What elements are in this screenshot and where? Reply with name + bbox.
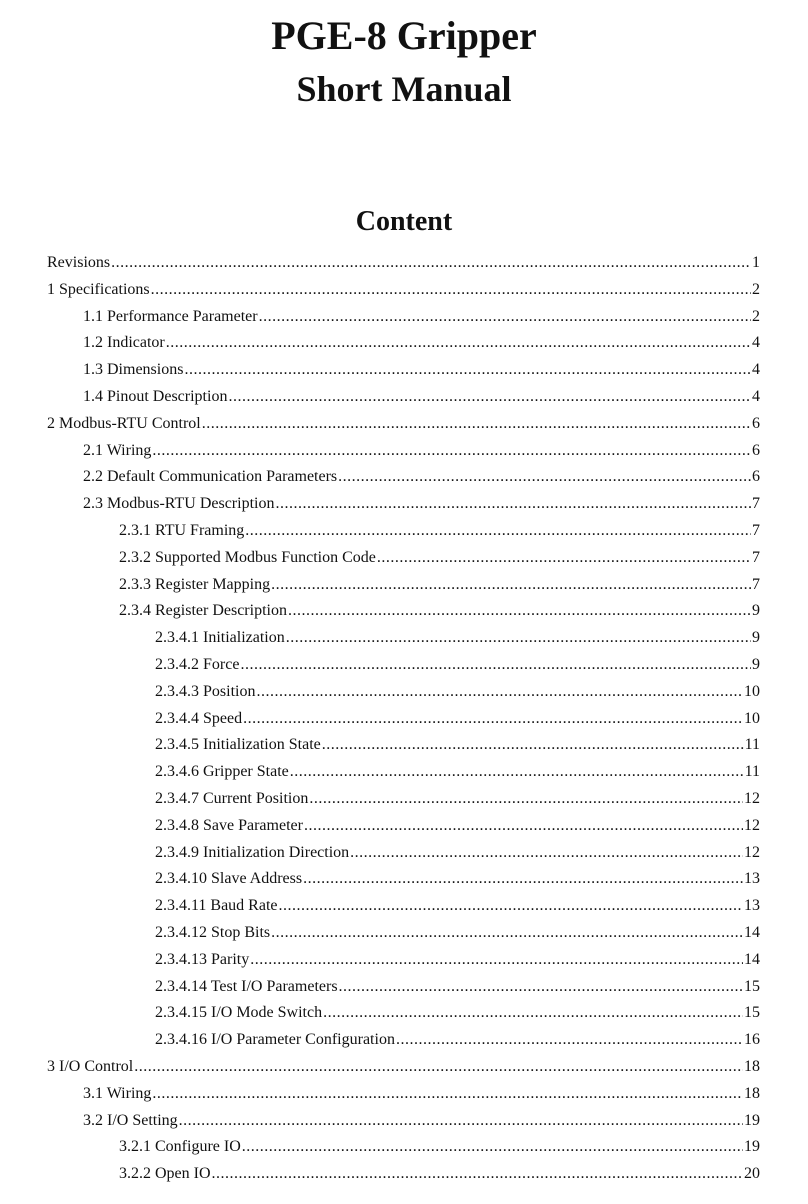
toc-entry-label: 2.3.4.16 I/O Parameter Configuration (155, 1031, 395, 1049)
toc-entry-page-number: 12 (744, 816, 760, 834)
toc-entry[interactable] (47, 277, 760, 304)
toc-entry-label: 2.2 Default Communication Parameters (83, 468, 338, 486)
toc-entry-label: 2.3.4.2 Force (155, 655, 240, 673)
toc-entry[interactable] (47, 1081, 760, 1108)
toc-entry[interactable] (47, 1161, 760, 1188)
toc-entry[interactable] (47, 893, 760, 920)
toc-entry-page-number: 9 (752, 602, 760, 620)
toc-dot-leader (338, 464, 751, 491)
toc-entry-label: 3.2 I/O Setting (83, 1111, 178, 1129)
toc-entry[interactable] (47, 974, 760, 1001)
toc-entry-label: 2.3.4.7 Current Position (155, 789, 309, 807)
toc-entry[interactable] (47, 947, 760, 974)
toc-entry[interactable] (47, 813, 760, 840)
document-title: PGE-8 Gripper (271, 13, 537, 58)
toc-entry-label: 2.3.4.14 Test I/O Parameters (155, 977, 338, 995)
toc-entry-page-number: 4 (752, 334, 760, 352)
toc-entry[interactable] (47, 545, 760, 572)
toc-entry[interactable] (47, 250, 760, 277)
toc-entry[interactable] (47, 840, 760, 867)
toc-entry-page-number: 4 (752, 387, 760, 405)
toc-dot-leader (202, 411, 751, 438)
toc-entry-label: 2.3.1 RTU Framing (119, 521, 245, 539)
toc-entry-page-number: 19 (744, 1111, 760, 1129)
toc-dot-leader (290, 759, 744, 786)
toc-entry-label: 2.3.4.1 Initialization (155, 629, 285, 647)
toc-entry-page-number: 12 (744, 843, 760, 861)
toc-entry-page-number: 10 (744, 709, 760, 727)
toc-entry-label: 1.2 Indicator (83, 334, 165, 352)
toc-dot-leader (259, 304, 751, 331)
toc-entry-label: 2.3.4.12 Stop Bits (155, 923, 271, 941)
toc-entry-page-number: 6 (752, 414, 760, 432)
toc-dot-leader (152, 438, 751, 465)
toc-entry[interactable] (47, 518, 760, 545)
toc-dot-leader (303, 866, 743, 893)
toc-dot-leader (179, 1108, 743, 1135)
toc-entry[interactable] (47, 732, 760, 759)
toc-entry-page-number: 15 (744, 1004, 760, 1022)
toc-entry[interactable] (47, 866, 760, 893)
toc-entry[interactable] (47, 706, 760, 733)
toc-entry-page-number: 10 (744, 682, 760, 700)
toc-dot-leader (271, 920, 743, 947)
toc-dot-leader (288, 598, 751, 625)
toc-entry-page-number: 11 (744, 763, 760, 781)
toc-dot-leader (256, 679, 743, 706)
toc-dot-leader (323, 1000, 743, 1027)
toc-entry[interactable] (47, 1134, 760, 1161)
toc-entry-label: 2.3.4 Register Description (119, 602, 287, 620)
toc-entry-page-number: 18 (744, 1057, 760, 1075)
toc-entry[interactable] (47, 330, 760, 357)
toc-entry-label: 2.3 Modbus-RTU Description (83, 495, 275, 513)
toc-entry[interactable] (47, 786, 760, 813)
toc-entry[interactable] (47, 1108, 760, 1135)
toc-dot-leader (304, 813, 743, 840)
toc-entry[interactable] (47, 679, 760, 706)
toc-dot-leader (322, 732, 744, 759)
toc-entry-page-number: 6 (752, 441, 760, 459)
toc-entry[interactable] (47, 572, 760, 599)
toc-entry-label: 2.3.3 Register Mapping (119, 575, 271, 593)
toc-entry-label: 1.1 Performance Parameter (83, 307, 258, 325)
toc-entry-page-number: 13 (744, 870, 760, 888)
toc-dot-leader (396, 1027, 743, 1054)
toc-entry-label: 2.1 Wiring (83, 441, 152, 459)
toc-entry-label: 2.3.4.13 Parity (155, 950, 250, 968)
toc-entry-label: Revisions (47, 254, 111, 271)
toc-entry-page-number: 7 (752, 575, 760, 593)
toc-dot-leader (228, 384, 751, 411)
toc-dot-leader (151, 277, 751, 304)
contents-heading: Content (355, 206, 453, 237)
toc-entry[interactable] (47, 384, 760, 411)
toc-entry-label: 3.2.2 Open IO (119, 1165, 211, 1183)
toc-entry-label: 2.3.4.15 I/O Mode Switch (155, 1004, 323, 1022)
toc-dot-leader (250, 947, 743, 974)
table-of-contents (47, 250, 760, 1188)
toc-dot-leader (286, 625, 751, 652)
toc-dot-leader (279, 893, 744, 920)
toc-entry-page-number: 2 (752, 307, 760, 325)
toc-entry[interactable] (47, 438, 760, 465)
toc-entry-page-number: 9 (752, 655, 760, 673)
toc-entry[interactable] (47, 1000, 760, 1027)
toc-dot-leader (166, 330, 751, 357)
toc-entry-label: 2 Modbus-RTU Control (47, 414, 201, 432)
toc-entry-label: 1.4 Pinout Description (83, 387, 228, 405)
toc-dot-leader (212, 1161, 743, 1188)
toc-dot-leader (242, 1134, 743, 1161)
toc-entry-page-number: 20 (744, 1165, 760, 1183)
toc-entry-label: 2.3.4.11 Baud Rate (155, 897, 278, 915)
toc-dot-leader (243, 706, 743, 733)
toc-entry-page-number: 6 (752, 468, 760, 486)
toc-entry-label: 1 Specifications (47, 280, 150, 298)
toc-entry-page-number: 7 (752, 548, 760, 566)
toc-entry-page-number: 7 (752, 521, 760, 539)
toc-entry[interactable] (47, 464, 760, 491)
toc-entry-label: 3.1 Wiring (83, 1084, 152, 1102)
toc-entry-page-number: 13 (744, 897, 760, 915)
toc-entry-page-number: 7 (752, 495, 760, 513)
toc-entry[interactable] (47, 1054, 760, 1081)
toc-entry-page-number: 1 (752, 254, 760, 271)
toc-dot-leader (240, 652, 751, 679)
toc-dot-leader (184, 357, 751, 384)
toc-entry[interactable] (47, 598, 760, 625)
toc-dot-leader (377, 545, 751, 572)
toc-entry[interactable] (47, 625, 760, 652)
toc-entry-page-number: 14 (744, 923, 760, 941)
toc-dot-leader (134, 1054, 743, 1081)
toc-dot-leader (245, 518, 751, 545)
toc-entry-label: 2.3.4.5 Initialization State (155, 736, 321, 754)
toc-entry-page-number: 16 (744, 1031, 760, 1049)
toc-dot-leader (111, 250, 751, 277)
toc-entry-label: 2.3.4.6 Gripper State (155, 763, 289, 781)
toc-entry-label: 2.3.4.3 Position (155, 682, 256, 700)
toc-dot-leader (339, 974, 743, 1001)
toc-entry[interactable] (47, 491, 760, 518)
toc-entry[interactable] (47, 357, 760, 384)
toc-entry-label: 2.3.4.8 Save Parameter (155, 816, 303, 834)
toc-entry-page-number: 14 (744, 950, 760, 968)
toc-entry[interactable] (47, 304, 760, 331)
toc-entry-label: 2.3.4.9 Initialization Direction (155, 843, 350, 861)
toc-dot-leader (350, 840, 743, 867)
document-subtitle: Short Manual (296, 69, 512, 109)
toc-dot-leader (275, 491, 751, 518)
toc-entry-page-number: 12 (744, 789, 760, 807)
toc-entry[interactable] (47, 652, 760, 679)
toc-entry-page-number: 2 (752, 280, 760, 298)
toc-entry[interactable] (47, 1027, 760, 1054)
toc-entry-label: 2.3.4.4 Speed (155, 709, 243, 727)
toc-entry-label: 3.2.1 Configure IO (119, 1138, 241, 1156)
toc-entry[interactable] (47, 759, 760, 786)
toc-dot-leader (309, 786, 743, 813)
toc-dot-leader (152, 1081, 743, 1108)
toc-entry-page-number: 18 (744, 1084, 760, 1102)
toc-dot-leader (271, 572, 751, 599)
toc-entry-label: 1.3 Dimensions (83, 361, 184, 379)
toc-entry[interactable] (47, 920, 760, 947)
toc-entry-page-number: 9 (752, 629, 760, 647)
toc-entry-page-number: 11 (744, 736, 760, 754)
toc-entry[interactable] (47, 411, 760, 438)
toc-entry-page-number: 15 (744, 977, 760, 995)
toc-entry-page-number: 4 (752, 361, 760, 379)
toc-entry-label: 2.3.4.10 Slave Address (155, 870, 303, 888)
toc-entry-page-number: 19 (744, 1138, 760, 1156)
toc-entry-label: 3 I/O Control (47, 1057, 134, 1075)
toc-entry-label: 2.3.2 Supported Modbus Function Code (119, 548, 376, 566)
